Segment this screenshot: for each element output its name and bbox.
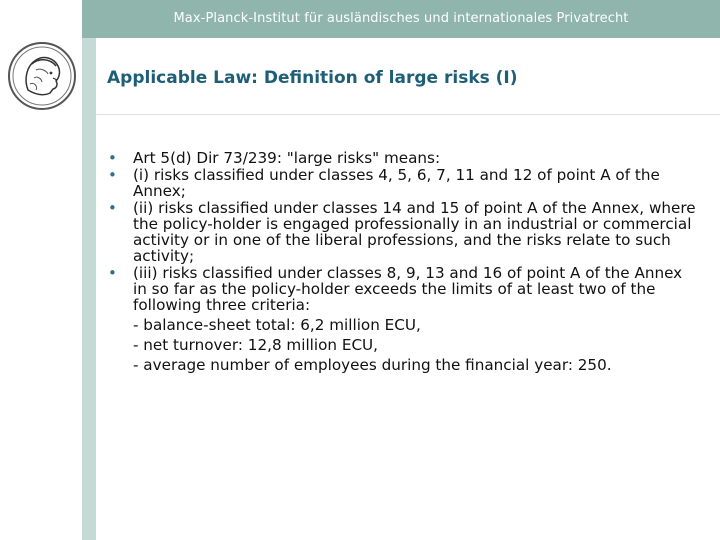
bullet-list [108, 150, 698, 373]
bullet-item [108, 150, 698, 166]
slide-title: Applicable Law: Definition of large risks (I) [107, 68, 518, 88]
bullet-icon: • [108, 149, 117, 167]
institute-name: Max-Planck-Institut für ausländisches und internationales Privatrecht [173, 11, 629, 26]
bullet-text: (ii) risks classified under classes 14 and 15 of point A of the Annex, where the policy-holder is engaged professionally in an industrial or commercial activity or in one of the liberal professions, and the risks relate to such activity; [133, 199, 696, 265]
criterion-employees: - average number of employees during the financial year: 250. [133, 356, 612, 374]
bullet-icon: • [108, 166, 117, 184]
title-divider [96, 114, 720, 115]
criterion-balance-sheet: - balance-sheet total: 6,2 million ECU, [133, 316, 421, 334]
bullet-text: Art 5(d) Dir 73/239: "large risks" means: [133, 149, 441, 167]
bullet-icon: • [108, 199, 117, 217]
bullet-item [108, 167, 698, 199]
bullet-icon: • [108, 264, 117, 282]
side-band [82, 38, 96, 540]
bullet-item [108, 265, 698, 373]
bullet-text: (iii) risks classified under classes 8, 9, 13 and 16 of point A of the Annex in so far as the policy-holder exceeds the limits of at least two of the following three criteria: [133, 264, 683, 314]
minerva-head-icon [6, 40, 78, 112]
criterion-net-turnover: - net turnover: 12,8 million ECU, [133, 336, 378, 354]
slide-body [108, 150, 698, 374]
bullet-item [108, 200, 698, 264]
bullet-text: (i) risks classified under classes 4, 5, 6, 7, 11 and 12 of point A of the Annex; [133, 166, 660, 200]
